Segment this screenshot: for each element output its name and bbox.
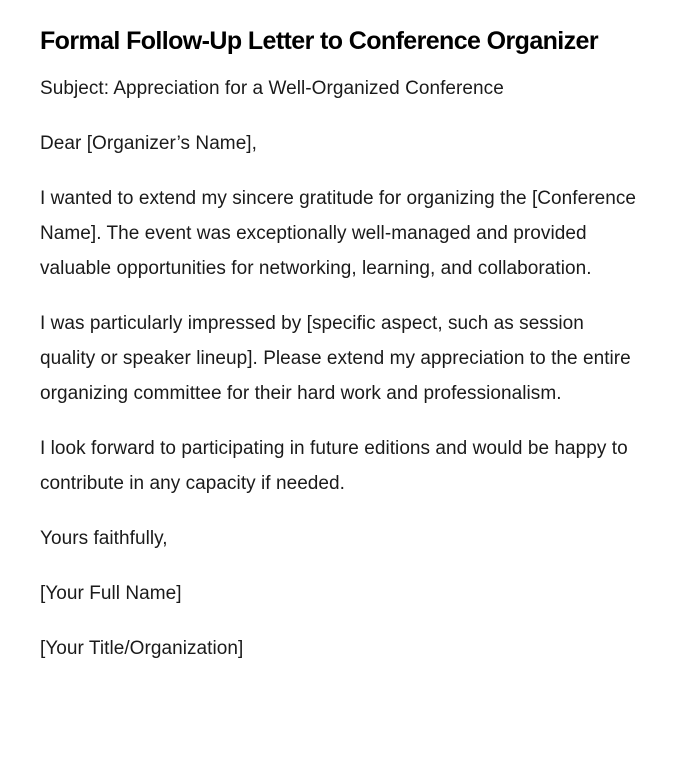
body-paragraph-2: I was particularly impressed by [specific aspect, such as session quality or speaker lineup]. Please extend my appreciation to the entire organizing committee for their hard work and professionalism.: [40, 313, 631, 404]
signature-name: [Your Full Name]: [40, 583, 182, 604]
body-paragraph-1: I wanted to extend my sincere gratitude for organizing the [Conference Name]. The event was exceptionally well-managed and provided valuable opportunities for networking, learning, and collaboration.: [40, 188, 637, 279]
signature-title: [Your Title/Organization]: [40, 638, 244, 659]
subject-line: Subject: Appreciation for a Well-Organized Conference: [40, 78, 504, 99]
letter-title: Formal Follow-Up Letter to Conference Organizer: [40, 27, 598, 55]
closing: Yours faithfully,: [40, 528, 168, 549]
salutation: Dear [Organizer’s Name],: [40, 133, 257, 154]
letter: [40, 22, 640, 686]
body-paragraph-3: I look forward to participating in future editions and would be happy to contribute in any capacity if needed.: [40, 438, 628, 494]
